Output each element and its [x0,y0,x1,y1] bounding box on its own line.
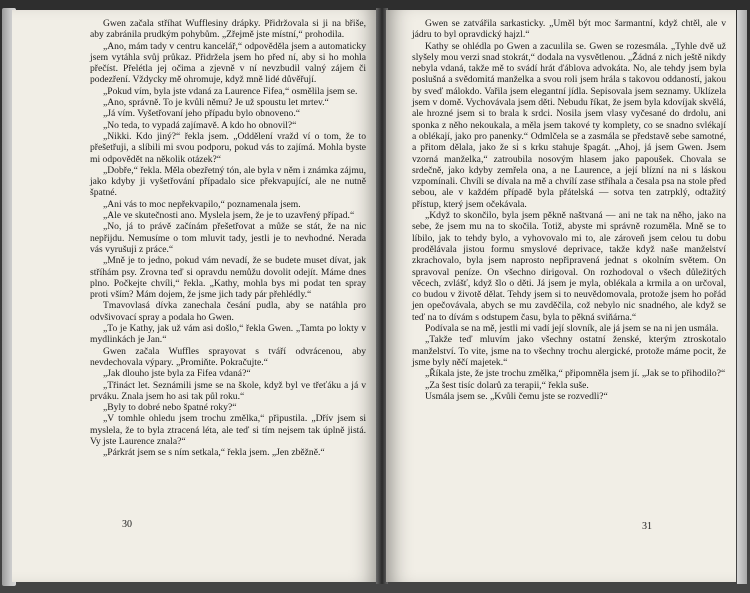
paragraph: Kathy se ohlédla po Gwen a zacuılila se. Gwen se rozesmála. „Tyhle dvě už slyšely mou verzi snad stokrát,“ dodala na vysvětlenou. „Žádná z nich ještě nikdy nebyla vdaná, takže mě to svádí hrát ďáblova advokáta. No, ale tehdy jsem byla poslušná a svědomitá manželka a svou roli jsem hrála s takovou oddaností, jakou by sveď málokdo. Vařila jsem elegantní jídla. Sepisovala jsem seznamy. Uklízela jsem v domě. Vychovávala jsem děti. Nebudu říkat, že jsem byla kdovíjak skvělá, ale hrozné jsem si to brala k srdci. Nosila jsem vlasy vyčesané do drdolu, ani sponka z něho nekoukala, a měla jsem takové ty komplety, co se snadno svlékají a oblékají, jako pro panenky.“ Odmlčela se a zasmála se představě sebe samotné, a přitom dělala, jako že si s krku stahuje špagát. „Ahoj, já jsem Gwen. Jsem vzorná manželka,“ zatroubila nosovým hlasem jako papoušek. Chovala se srdečně, jako kdyby zemřela ona, a ne Laurence, a její blízní na ni s láskou vzpomínali. Chvíli se dívala na mě a chvílí zase stříhala a česala psa na stole před sebou, ale v každém případě byla přátelská — sotva ten zatrpklý, odtažitý přístup, který jsem očekávala. [412,40,726,210]
page-number-left: 30 [122,519,132,530]
paragraph: „V tomhle ohledu jsem trochu změlka,“ připustila. „Dřív jsem si myslela, že to byla ztracená léta, ale teď si tím nejsem tak úplně jistá. Vy jste Laurence znala?“ [90,413,366,447]
paragraph: Tmavovlasá dívka zanechala česání pudla, aby se natáhla pro odvšivovací spray a podala ho Gwen. [90,300,366,323]
paragraph: „Jak dlouho jste byla za Fifea vdaná?“ [103,368,251,380]
paragraph: „Byly to dobré nebo špatné roky?“ [103,402,237,414]
book-cover-edge-right [737,10,747,584]
paragraph: Gwen začala stříhat Wufflesiny drápky. Přidržovala si ji na břiše, aby zabránila prudkým pohybům. „Zřejmě jste místní,“ prohodila. [90,18,366,41]
paragraph: „Pokud vím, byla jste vdaná za Laurence Fifea,“ osmělila jsem se. [103,85,358,97]
right-page [386,10,736,582]
paragraph: „To je Kathy, jak už vám asi došlo,“ řekla Gwen. „Tamta po lokty v mydlinkách je Jan.“ [90,323,366,346]
paragraph: Usmála jsem se. „Kvůli čemu jste se rozvedli?“ [425,390,608,402]
paragraph: Gwen začala Wuffles sprayovat s tváří odvrácenou, aby nevdechovala výpary. „Promiňte. Pokračujte.“ [90,345,366,368]
paragraph: „Za šest tisíc dolarů za terapii,“ řekla suše. [425,379,589,391]
paragraph: „Dobře,“ řekla. Měla obezřetný tón, ale byla v něm i známka zájmu, jako kdyby ji vyšetřování případalo sice překvapující, ale ne nutně špatné. [90,164,366,199]
right-page-text [412,18,726,402]
paragraph: „Ano, mám tady v centru kancelář,“ odpověděla jsem a automaticky jsem vytáhla svůj průkaz. Přidržela jsem ho před ní, aby si ho mohla přečíst. Přelétla jej očima a zjevně v ní nevzbudil valný zájem či podezření. Vždycky mě ohromuje, když mně lidé důvěřují. [90,40,366,86]
paragraph: Gwen se zatvářila sarkasticky. „Uměl být moc šarmantní, když chtěl, ale v jádru to byl opravdický hajzl.“ [412,18,726,41]
paragraph: Podívala se na mě, jestli mi vadí její slovník, ale já jsem se na ni jen usmála. [425,323,719,335]
paragraph: „Říkala jste, že jste trochu změlka,“ připomněla jsem jí. „Jak se to přihodilo?“ [425,368,726,380]
paragraph: „Ano, správně. To je kvůli němu? Je už spoustu let mrtev.“ [103,97,329,109]
paragraph: „Nikki. Kdo jiný?“ řekla jsem. „Oddělení vražd ví o tom, že to přešetřuji, a slíbili mi svou podporu, pokud vás to zajímá. Mohla byste mi odpovědět na několik otázek?“ [90,130,366,165]
paragraph: „No teda, to vypadá zajímavě. A kdo ho obnovil?“ [103,119,297,131]
page-number-right: 31 [642,521,652,532]
paragraph: „Já vím. Vyšetřovaní jeho případu bylo obnoveno.“ [103,108,300,120]
paragraph: „Párkrát jsem se s ním setkala,“ řekla jsem. „Jen zběžně.“ [103,447,325,459]
left-page [12,10,378,582]
left-page-text [90,18,366,459]
paragraph: „Mně je to jedno, pokud vám nevadí, že se budete muset dívat, jak stříhám psy. Zrovna teď si opravdu nemůžu dovolit odejít. Máme dnes plno. Počkejte chvíli,“ řekla. „Kathy, mohla bys mi podat ten spray proti vším? Mám dojem, že jsme jich tady pár přehlédly.“ [90,255,366,301]
paragraph: „Takže teď mluvím jako všechny ostatní ženské, kterým ztroskotalo manželství. To vite, jsme na to všechny trochu alergické, protože máme pocit, že jsme byly něčí majetek.“ [412,334,726,368]
paragraph: „Když to skončilo, byla jsem pěkně naštvaná — ani ne tak na něho, jako na sebe, že jsem mu na to skočila. Totiž, abyste mi správně rozuměla. Mně se to líbilo, jak to tehdy bylo, a vyhovovalo mi to, ale zároveň jsem celou tu dobu prodělávala jistou formu smyslové deprivace, takže když naše manželství zkrachovalo, byla jsem naprosto nepřipravená jednat s okolním světem. On spravoval peníze. On všechno dirigoval. On rozhodoval o všech důležitých věcech, zvlášť, když šlo o děti. Já jsem je myla, oblékala a krmila a on určoval, co budou v životě dělat. Tehdy jsem si to neuvědomovala, protože jsem ho pořád jen opečovávala, abych se mu zavděčila, což nebylo nic snadného, ale když se teď na to dívám s odstupem času, byla to pěkná sviňárna.“ [412,210,726,323]
paragraph: „Třináct let. Seznámili jsme se na škole, když byl ve třeťáku a já v prváku. Znala jsem ho asi tak půl roku.“ [90,379,366,402]
paragraph: „No, já to právě začínám přešetřovat a může se stát, že na nic nepřijdu. Nemusíme o tom mluvit tady, jestli je to nevhodné. Nerada vás vyrušuji z práce.“ [90,221,366,255]
paragraph: „Ani vás to moc nepřekvapilo,“ poznamenala jsem. [103,198,301,210]
paragraph: „Ale ve skutečnosti ano. Myslela jsem, že je to uzavřený případ.“ [103,210,355,222]
